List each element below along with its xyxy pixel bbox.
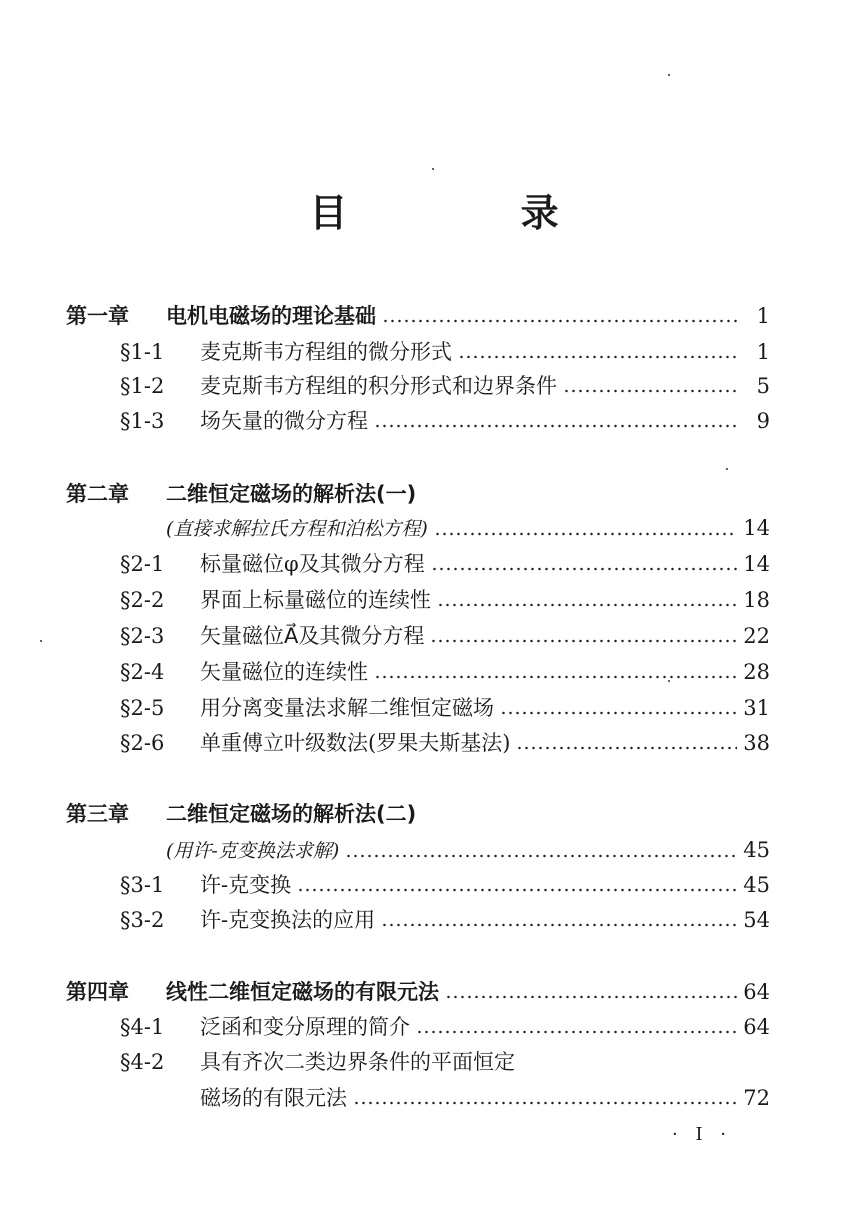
chapter-title: 线性二维恒定磁场的有限元法: [166, 980, 439, 1004]
leader-dots: [353, 1101, 737, 1105]
toc-section-2-4[interactable]: [120, 658, 770, 686]
scan-speck: [432, 168, 434, 170]
section-number: §2-1: [120, 552, 165, 576]
section-title: 场矢量的微分方程: [200, 409, 368, 433]
chapter-title: 二维恒定磁场的解析法(二): [166, 802, 417, 826]
leader-dots: [434, 532, 737, 536]
toc-chapter-1[interactable]: [66, 302, 770, 330]
page-number: 45: [743, 838, 770, 862]
toc-section-4-1[interactable]: [120, 1013, 770, 1041]
chapter-title: 二维恒定磁场的解析法(一): [166, 482, 417, 506]
chapter-number: 第三章: [66, 802, 129, 826]
page-number: 31: [743, 696, 770, 720]
section-title: 标量磁位φ及其微分方程: [200, 552, 425, 576]
leader-dots: [374, 424, 740, 428]
toc-chapter-4[interactable]: [66, 978, 770, 1006]
chapter-subtitle: (用许-克变换法求解): [166, 840, 340, 862]
section-number: §3-1: [120, 873, 165, 897]
section-title: 矢量磁位的连续性: [200, 660, 368, 684]
section-number: §1-3: [120, 409, 165, 433]
toc-chapter-2[interactable]: [66, 480, 770, 508]
leader-dots: [297, 888, 737, 892]
section-title: 许-克变换: [200, 873, 292, 897]
section-number: §2-5: [120, 696, 165, 720]
page-number: 1: [756, 340, 770, 364]
leader-dots: [437, 603, 737, 607]
page-number: 18: [743, 588, 770, 612]
section-number: §4-1: [120, 1015, 165, 1039]
leader-dots: [374, 675, 737, 679]
page-number: 38: [743, 731, 770, 755]
leader-dots: [431, 567, 738, 571]
page-number: 28: [743, 660, 770, 684]
section-number: §2-6: [120, 731, 165, 755]
toc-section-2-5[interactable]: [120, 694, 770, 722]
page-number: 5: [756, 374, 770, 398]
leader-dots: [445, 995, 737, 999]
toc-section-2-1[interactable]: [120, 550, 770, 578]
section-title: 许-克变换法的应用: [200, 908, 376, 932]
leader-dots: [500, 711, 737, 715]
toc-chapter-3-note[interactable]: [166, 836, 770, 865]
chapter-subtitle: (直接求解拉氏方程和泊松方程): [166, 518, 428, 540]
page-number: 14: [743, 552, 770, 576]
section-number: §2-4: [120, 660, 165, 684]
toc-section-2-3[interactable]: [120, 622, 770, 650]
section-title: 单重傅立叶级数法(罗果夫斯基法): [200, 731, 511, 755]
scan-speck: [668, 680, 670, 682]
chapter-number: 第四章: [66, 980, 129, 1004]
section-title: 用分离变量法求解二维恒定磁场: [200, 696, 494, 720]
page-number: 1: [756, 304, 770, 328]
section-number: §2-3: [120, 624, 165, 648]
section-number: §4-2: [120, 1050, 165, 1074]
toc-section-1-3[interactable]: [120, 407, 770, 435]
leader-dots: [458, 355, 740, 359]
section-number: §1-1: [120, 340, 165, 364]
toc-section-2-6[interactable]: [120, 729, 770, 757]
toc-chapter-3[interactable]: [66, 800, 770, 828]
section-number: §2-2: [120, 588, 165, 612]
section-title-continued: 磁场的有限元法: [200, 1086, 347, 1110]
page-footer-number: · I ·: [672, 1124, 732, 1145]
section-title: 麦克斯韦方程组的积分形式和边界条件: [200, 374, 557, 398]
section-number: §1-2: [120, 374, 165, 398]
section-title: 具有齐次二类边界条件的平面恒定: [200, 1050, 515, 1074]
leader-dots: [381, 923, 737, 927]
toc-section-4-2[interactable]: [120, 1048, 770, 1076]
leader-dots: [516, 746, 737, 750]
page-number: 54: [743, 908, 770, 932]
section-title: 界面上标量磁位的连续性: [200, 588, 431, 612]
leader-dots: [563, 389, 740, 393]
scan-speck: [40, 640, 42, 642]
leader-dots: [345, 854, 737, 858]
page-number: 9: [756, 409, 770, 433]
toc-chapter-2-note[interactable]: [166, 514, 770, 543]
leader-dots: [382, 319, 740, 323]
toc-section-3-2[interactable]: [120, 906, 770, 934]
page-number: 45: [743, 873, 770, 897]
toc-section-1-1[interactable]: [120, 338, 770, 366]
page-number: 64: [743, 1015, 770, 1039]
page-number: 72: [743, 1086, 770, 1110]
toc-section-3-1[interactable]: [120, 871, 770, 899]
chapter-number: 第一章: [66, 304, 129, 328]
toc-section-1-2[interactable]: [120, 372, 770, 400]
section-number: §3-2: [120, 908, 165, 932]
section-title: 麦克斯韦方程组的微分形式: [200, 340, 452, 364]
leader-dots: [430, 639, 737, 643]
page-number: 22: [743, 624, 770, 648]
page-title: 目 录: [309, 191, 639, 235]
toc-section-4-2-cont[interactable]: [200, 1084, 770, 1112]
section-title: 泛函和变分原理的简介: [200, 1015, 410, 1039]
page-number: 64: [743, 980, 770, 1004]
scan-speck: [668, 74, 670, 76]
leader-dots: [416, 1030, 737, 1034]
page-number: 14: [743, 516, 770, 540]
section-title: 矢量磁位A⃗及其微分方程: [200, 624, 425, 648]
scan-speck: [726, 468, 728, 470]
chapter-number: 第二章: [66, 482, 129, 506]
toc-section-2-2[interactable]: [120, 586, 770, 614]
chapter-title: 电机电磁场的理论基础: [166, 304, 376, 328]
